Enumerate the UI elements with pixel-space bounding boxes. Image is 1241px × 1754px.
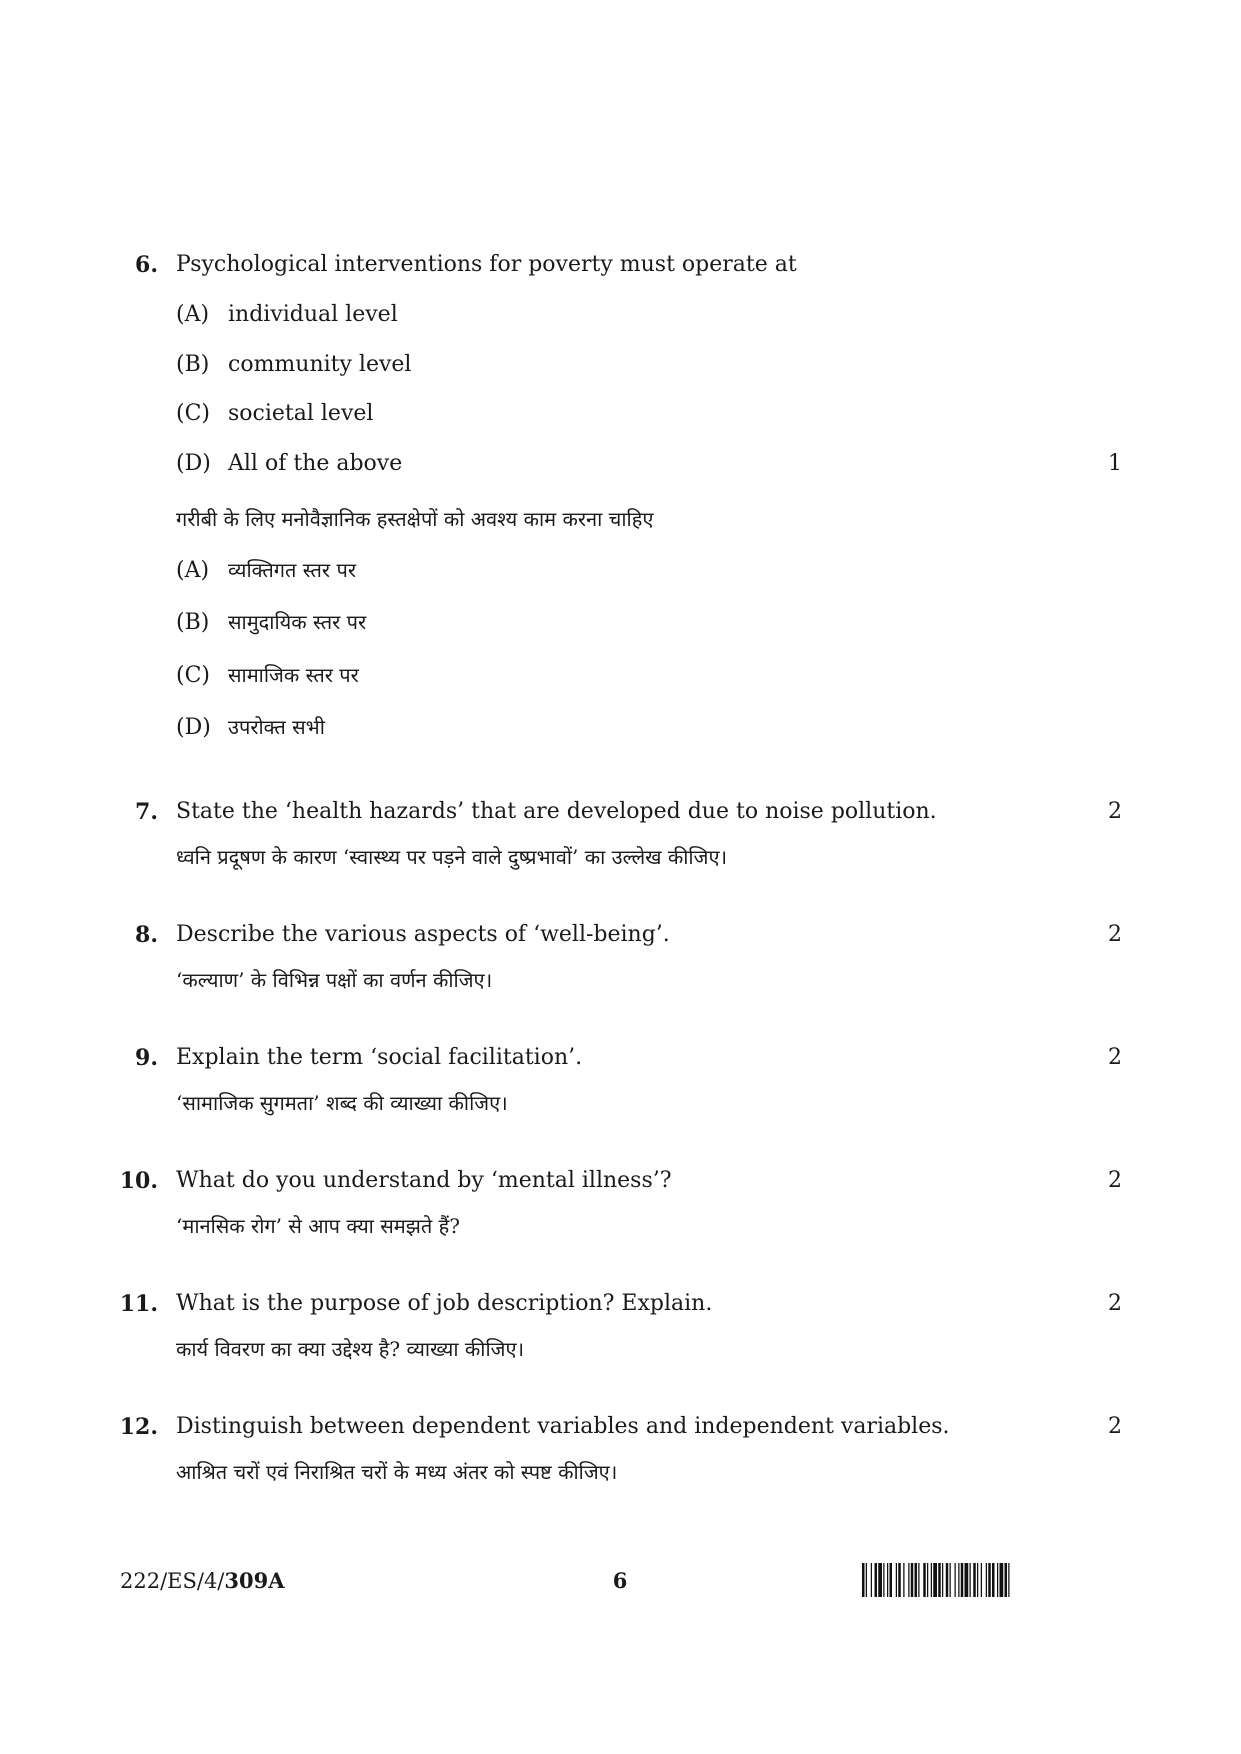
barcode-bar xyxy=(961,1563,964,1597)
barcode-bar xyxy=(942,1563,943,1597)
barcode-bar xyxy=(890,1563,893,1597)
barcode-bar xyxy=(911,1563,914,1597)
barcode-bar xyxy=(908,1563,909,1597)
barcode-bar xyxy=(903,1563,904,1597)
barcode-bar xyxy=(958,1563,959,1597)
barcode-bar xyxy=(938,1563,941,1597)
option-text: societal level xyxy=(228,401,374,426)
paper-code-prefix: 222/ES/4/ xyxy=(120,1569,225,1593)
barcode-bar xyxy=(927,1563,928,1597)
marks: 2 xyxy=(1108,799,1122,824)
question-number: 8. xyxy=(135,922,158,948)
question-text-en: State the ‘health hazards’ that are developed due to noise pollution. xyxy=(176,799,937,824)
barcode-bar xyxy=(1008,1563,1009,1597)
barcode-bar xyxy=(878,1563,882,1597)
option-en-d xyxy=(176,449,402,479)
barcode-bar xyxy=(997,1563,998,1597)
option-label: (A) xyxy=(176,558,210,583)
paper-code-bold: 309A xyxy=(224,1568,285,1593)
question-text-en: Explain the term ‘social facilitation’. xyxy=(176,1045,583,1070)
option-en-c xyxy=(176,399,373,429)
question-number: 6. xyxy=(135,252,158,278)
barcode-bar xyxy=(1005,1563,1008,1597)
marks: 2 xyxy=(1108,1168,1122,1193)
barcode-bar xyxy=(923,1563,926,1597)
marks: 2 xyxy=(1108,1414,1122,1439)
page-number: 6 xyxy=(612,1568,628,1593)
question-text-hi: आश्रित चरों एवं निराश्रित चरों के मध्य अंतर को स्पष्ट कीजिए। xyxy=(176,1460,618,1484)
barcode-bar xyxy=(973,1563,976,1597)
question-text-hi: ‘सामाजिक सुगमता’ शब्द की व्याख्या कीजिए। xyxy=(176,1091,508,1115)
option-label: (C) xyxy=(176,401,210,426)
option-label: (B) xyxy=(176,610,210,635)
question-text-en: What is the purpose of job description? Explain. xyxy=(176,1291,713,1316)
question-text-en: Describe the various aspects of ‘well-being’. xyxy=(176,922,670,947)
question-text-en: Distinguish between dependent variables and independent variables. xyxy=(176,1414,950,1439)
question-text-en: Psychological interventions for poverty must operate at xyxy=(176,252,797,277)
barcode-bar xyxy=(918,1563,919,1597)
option-hi-c xyxy=(176,660,359,691)
option-label: (A) xyxy=(176,302,210,327)
question-text-hi: गरीबी के लिए मनोवैज्ञानिक हस्तक्षेपों को अवश्य काम करना चाहिए xyxy=(176,507,654,531)
question-number: 10. xyxy=(119,1168,158,1194)
marks: 2 xyxy=(1108,922,1122,947)
barcode-bar xyxy=(898,1563,901,1597)
barcode-bar xyxy=(875,1563,878,1597)
barcode-bar xyxy=(862,1563,865,1597)
barcode-bar xyxy=(970,1563,971,1597)
option-text: सामाजिक स्तर पर xyxy=(228,663,359,687)
option-text: community level xyxy=(228,352,412,377)
option-hi-b xyxy=(176,607,366,638)
option-en-b xyxy=(176,350,411,380)
question-number: 12. xyxy=(119,1414,158,1440)
question-number: 9. xyxy=(135,1045,158,1071)
barcode-bar xyxy=(931,1563,932,1597)
option-text: उपरोक्त सभी xyxy=(228,715,325,739)
marks: 2 xyxy=(1108,1045,1122,1070)
barcode-bar xyxy=(992,1563,995,1597)
barcode-bar xyxy=(946,1563,949,1597)
question-text-hi: ‘मानसिक रोग’ से आप क्या समझते हैं? xyxy=(176,1214,460,1238)
question-text-en: What do you understand by ‘mental illness’? xyxy=(176,1168,672,1193)
question-number: 11. xyxy=(119,1291,158,1317)
barcode-bar xyxy=(866,1563,867,1597)
barcode-bar xyxy=(896,1563,897,1597)
barcode-image xyxy=(862,1563,1122,1597)
barcode-bar xyxy=(965,1563,969,1597)
option-label: (D) xyxy=(176,715,211,740)
question-number: 7. xyxy=(135,799,158,825)
barcode-bar xyxy=(988,1563,991,1597)
barcode-bar xyxy=(986,1563,987,1597)
question-text-hi: ध्वनि प्रदूषण के कारण ‘स्वास्थ्य पर पड़ने वाले दुष्प्रभावों’ का उल्लेख कीजिए। xyxy=(176,845,728,869)
question-text-hi: ‘कल्याण’ के विभिन्न पक्षों का वर्णन कीजिए। xyxy=(176,968,493,992)
barcode-bar xyxy=(950,1563,951,1597)
barcode-bar xyxy=(981,1563,982,1597)
barcode-bar xyxy=(887,1563,888,1597)
option-hi-d xyxy=(176,712,325,743)
barcode-bar xyxy=(883,1563,884,1597)
option-text: व्यक्तिगत स्तर पर xyxy=(228,558,357,582)
barcode-bar xyxy=(871,1563,872,1597)
option-text: individual level xyxy=(228,302,398,327)
barcode-bar xyxy=(977,1563,978,1597)
barcode-bar xyxy=(1000,1563,1004,1597)
barcode-bar xyxy=(915,1563,918,1597)
option-text: सामुदायिक स्तर पर xyxy=(228,610,367,634)
option-en-a xyxy=(176,300,398,330)
option-label: (C) xyxy=(176,663,210,688)
option-label: (D) xyxy=(176,451,211,476)
marks: 2 xyxy=(1108,1291,1122,1316)
marks: 1 xyxy=(1108,451,1122,476)
barcode-bar xyxy=(955,1563,956,1597)
option-label: (B) xyxy=(176,352,210,377)
option-hi-a xyxy=(176,555,356,586)
option-text: All of the above xyxy=(228,451,403,476)
barcode-bar xyxy=(933,1563,937,1597)
question-text-hi: कार्य विवरण का क्या उद्देश्य है? व्याख्या कीजिए। xyxy=(176,1337,525,1361)
paper-code xyxy=(120,1566,285,1596)
